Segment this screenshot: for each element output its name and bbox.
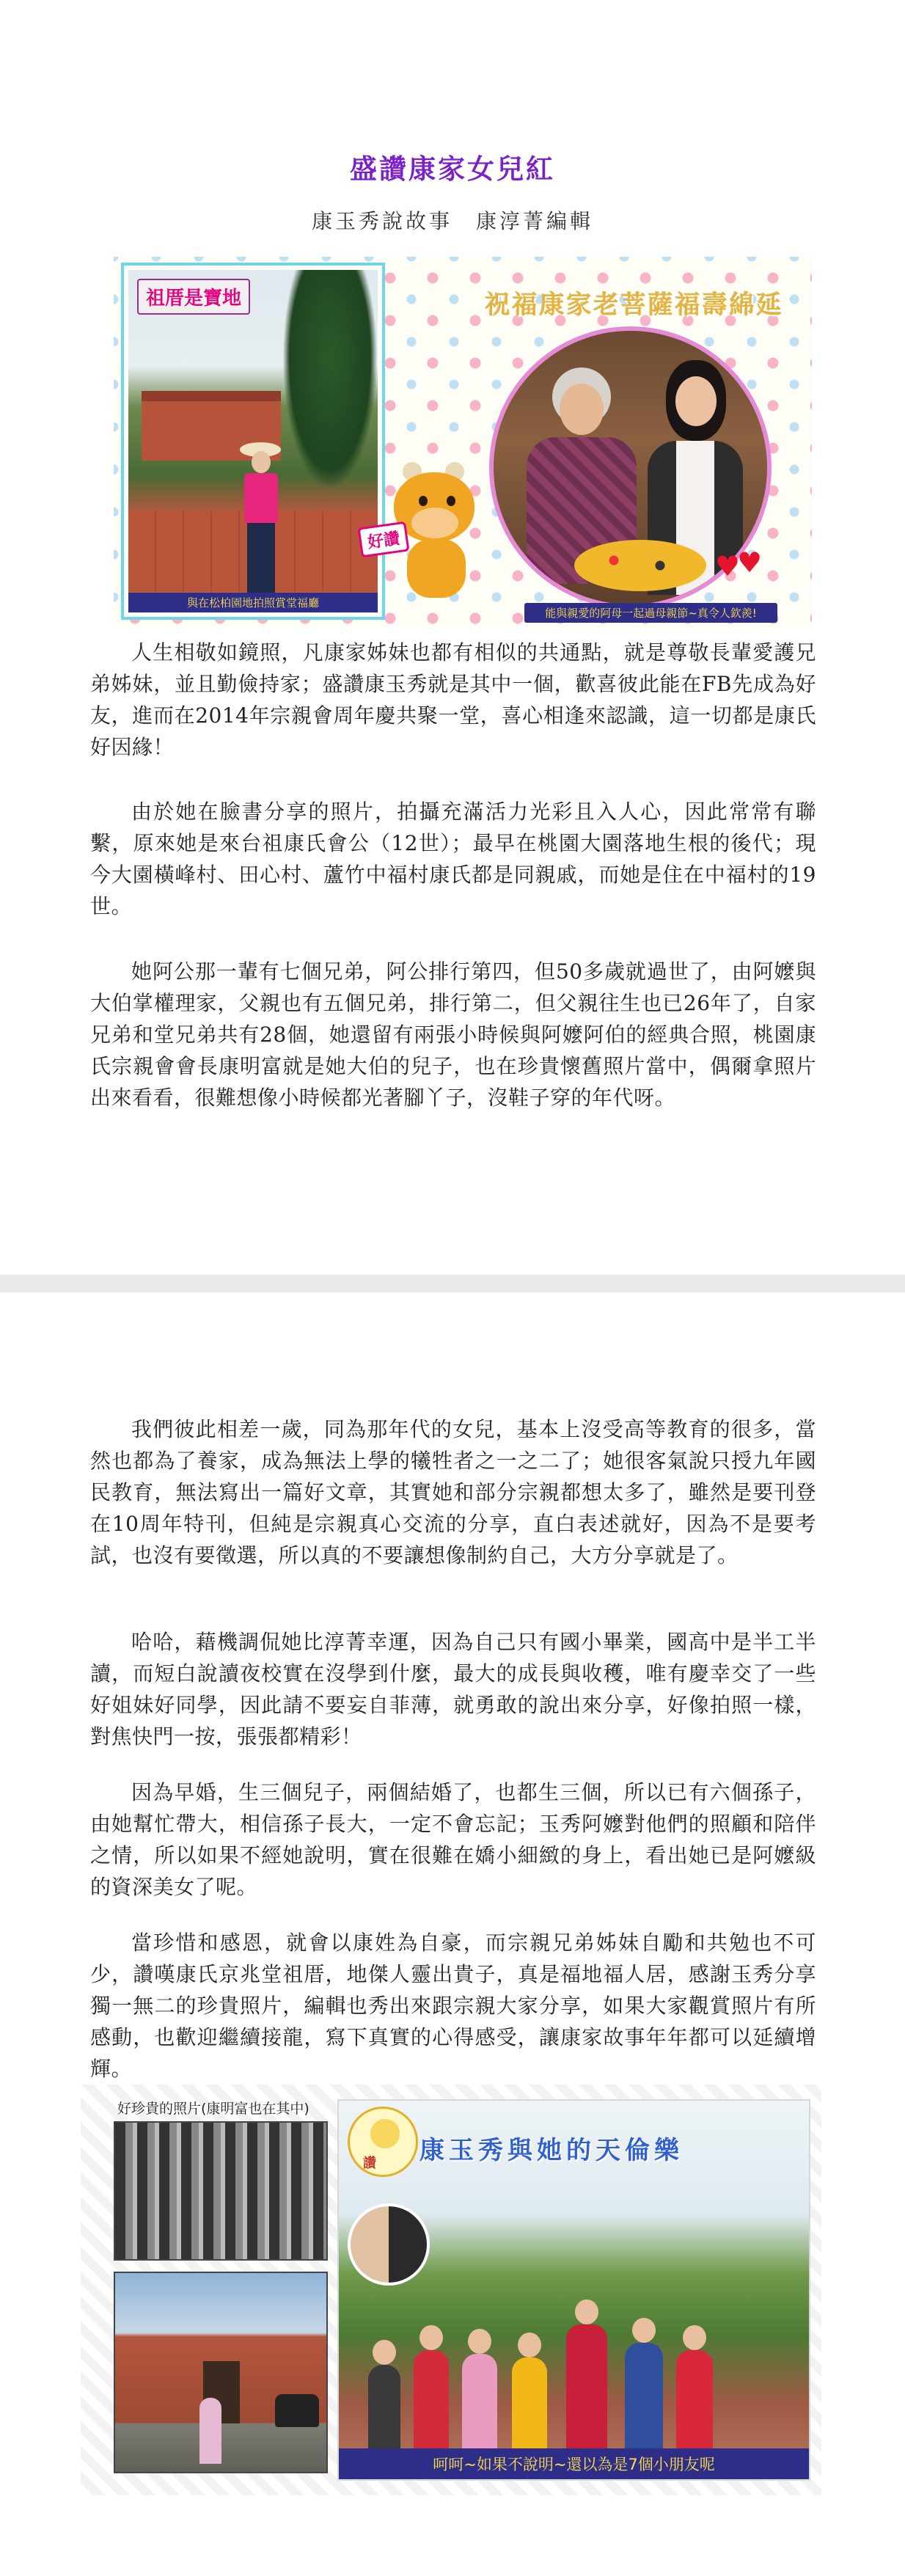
paragraph-2: 由於她在臉書分享的照片，拍攝充滿活力光彩且入人心，因此常常有聯繫，原來她是來台祖康氏會公（12世）；最早在桃園大園落地生根的後代；現今大園橫峰村、田心村、蘆竹中福村康氏都是同親戚，而她是住在中福村的19世。 <box>90 799 816 918</box>
child-figure <box>414 2350 449 2453</box>
tree-shape <box>282 270 378 490</box>
smiley-face-shape <box>370 2119 400 2148</box>
ancestral-house-photo <box>121 263 385 620</box>
document-title: 盛讚康家女兒紅 <box>350 153 555 185</box>
paragraph-1: 人生相敬如鏡照，凡康家姊妹也都有相似的共通點，就是尊敬長輩愛護兄弟姊妹，並且勤儉持家；盛讚康玉秀就是其中一個，歡喜彼此能在FB先成為好友，進而在2014年宗親會周年慶共聚一堂，喜心相逢來認識，這一切都是康氏好因緣！ <box>90 640 816 759</box>
face-shape <box>675 376 717 426</box>
family-group <box>368 2277 801 2453</box>
child-figure <box>368 2365 400 2453</box>
thumbs-up-icon <box>348 2107 418 2177</box>
document-page-2 <box>0 1292 905 2576</box>
vintage-group-photo <box>114 2121 328 2261</box>
blessing-banner: 祝福康家老菩薩福壽綿延 <box>485 290 784 320</box>
ancestral-house-scene <box>128 270 378 612</box>
grandchildren-photo-title: 康玉秀與她的天倫樂 <box>419 2136 684 2165</box>
face-shape <box>560 384 604 435</box>
photo-collage-bottom <box>81 2085 821 2495</box>
heart-icon: ♥ <box>715 550 741 582</box>
child-figure <box>512 2357 547 2453</box>
photo-caption-left: 與在松柏園地拍照賞堂福廳 <box>128 593 378 612</box>
mascot-eye-shape <box>419 496 428 506</box>
thumbs-up-label: 讚 <box>363 2156 376 2171</box>
child-figure <box>199 2398 221 2464</box>
woman-figure <box>238 442 282 611</box>
mascot-badge: 好讚 <box>357 522 409 558</box>
grandmother-figure <box>566 2324 607 2453</box>
paragraph-7: 當珍惜和感恩，就會以康姓為自豪，而宗親兄弟姊妹自勵和共勉也不可少，讚嘆康氏京兆堂祖厝，地傑人靈出貴子，真是福地福人居，感謝玉秀分享獨一無二的珍貴照片，編輯也秀出來跟宗親大家分享，如果大家觀賞照片有所感動，也歡迎繼續接龍，寫下真實的心得感受，讓康家故事年年都可以延續增輝。 <box>90 1931 816 2081</box>
vintage-photo-caption: 好珍貴的照片(康明富也在其中) <box>117 2101 309 2117</box>
mascot-body-shape <box>407 539 466 598</box>
couple-portrait <box>348 2203 430 2286</box>
shirt-shape <box>244 473 278 524</box>
paragraph-5: 哈哈，藉機調侃她比淳菁幸運，因為自己只有國小畢業，國高中是半工半讀，而短白說讀夜校實在沒學到什麼，最大的成長與收穫，唯有慶幸交了一些好姐妹好同學，因此請不要妄自菲薄，就勇敢的說出來分享，好像拍照一樣，對焦快門一按，張張都精彩！ <box>90 1630 816 1749</box>
paragraph-6: 因為早婚，生三個兒子，兩個結婚了，也都生三個，所以已有六個孫子，由她幫忙帶大，相信孫子長大，一定不會忘記；玉秀阿嬤對他們的照顧和陪伴之情，所以如果不經她說明，實在很難在嬌小細緻的身上，看出她已是阿嬤級的資深美女了呢。 <box>90 1780 816 1899</box>
head-shape <box>252 451 271 473</box>
grandchildren-photo-caption: 呵呵~如果不說明~還以為是7個小朋友呢 <box>339 2448 809 2479</box>
grandchildren-photo <box>337 2099 810 2481</box>
photo-caption-right: 能與親愛的阿母一起過母親節~真令人欽羨! <box>524 603 777 623</box>
childhood-house-photo <box>114 2272 328 2473</box>
photo-collage-top <box>114 257 812 627</box>
mascot-muzzle-shape <box>411 508 458 538</box>
document-page-1 <box>0 0 905 1275</box>
photo-tag-left: 祖厝是寶地 <box>137 279 250 315</box>
child-figure <box>676 2350 713 2453</box>
paragraph-4: 我們彼此相差一歲，同為那年代的女兒，基本上沒受高等教育的很多，當然也都為了養家，成為無法上學的犧牲者之一之二了；她很客氣說只授九年國民教育，無法寫出一篇好文章，其實她和部分宗親都想太多了，雖然是要刊登在10周年特刊，但純是宗親真心交流的分享，直白表述就好，因為不是要考試，也沒有要徵選，所以真的不要讓想像制約自己，大方分享就是了。 <box>90 1417 816 1567</box>
document-byline: 康玉秀說故事 康淳菁編輯 <box>311 209 593 233</box>
car-shape <box>275 2394 319 2427</box>
paragraph-3: 她阿公那一輩有七個兄弟，阿公排行第四，但50多歲就過世了，由阿嬤與大伯掌權理家，父親也有五個兄弟，排行第二，但父親往生也已26年了，自家兄弟和堂兄弟共有28個，她還留有兩張小時候與阿嬤阿伯的經典合照，桃園康氏宗親會會長康明富就是她大伯的兒子，也在珍貴懷舊照片當中，偶爾拿照片出來看看，很難想像小時候都光著腳丫子，沒鞋子穿的年代呀。 <box>90 959 816 1110</box>
mascot-eye-shape <box>447 496 455 506</box>
child-figure <box>462 2354 497 2453</box>
child-figure <box>625 2343 663 2453</box>
pants-shape <box>247 523 275 596</box>
cake-shape <box>574 540 706 591</box>
heart-icon: ♥ <box>737 546 763 579</box>
